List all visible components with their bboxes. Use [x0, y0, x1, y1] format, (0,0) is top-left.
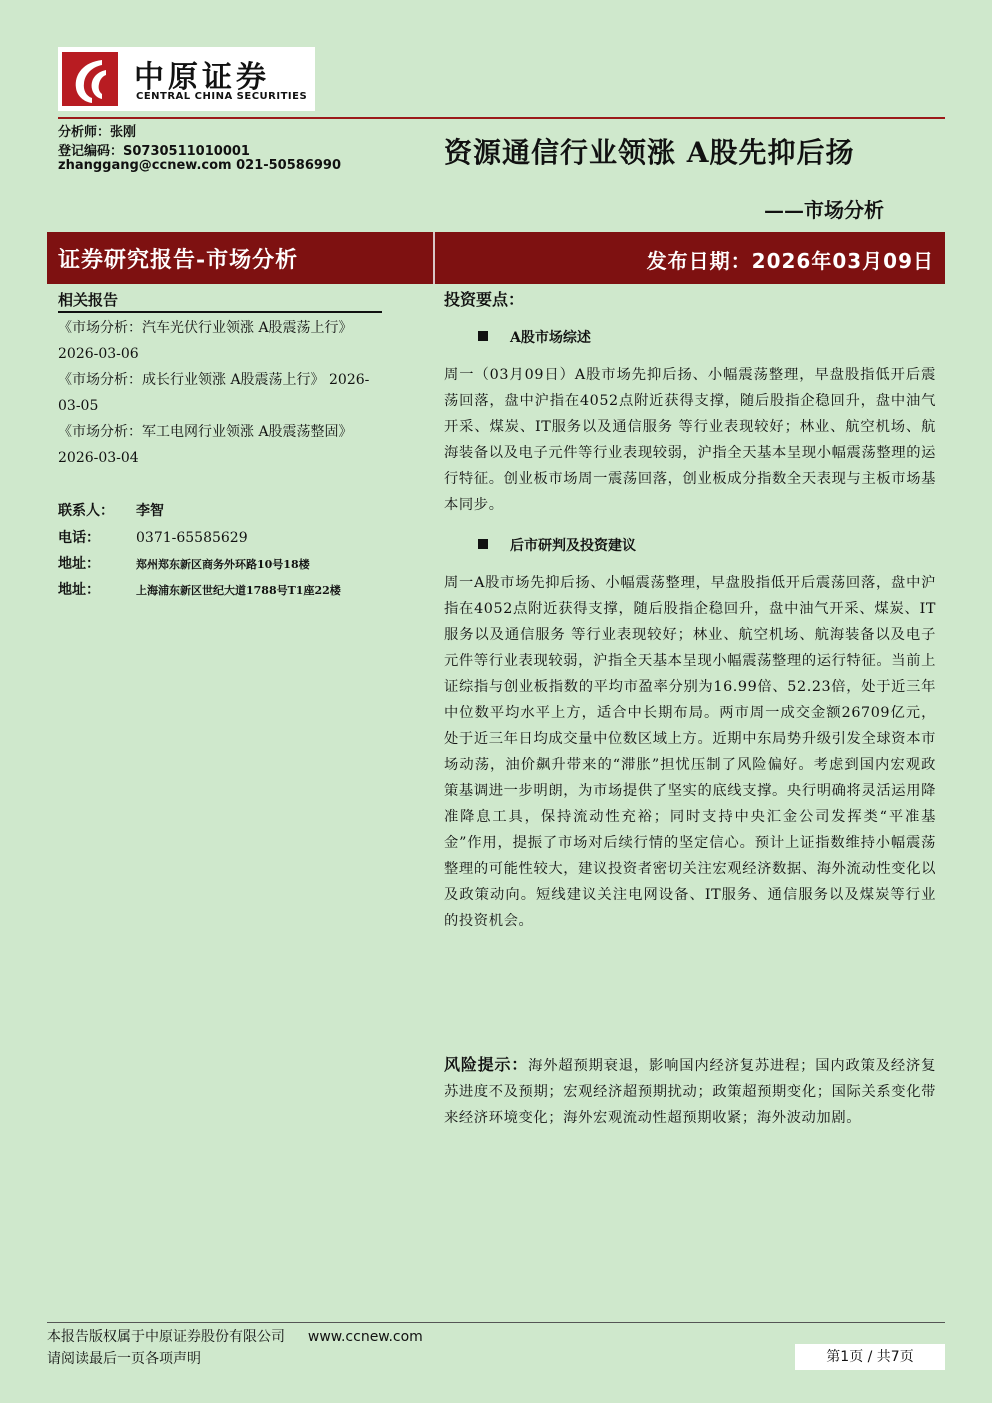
report-subtitle: ——市场分析 — [764, 198, 884, 222]
section2-title: 后市研判及投资建议 — [510, 538, 636, 554]
analyst-contact: zhanggang@ccnew.com 021-50586990 — [58, 158, 341, 173]
publish-date: 发布日期：2026年03月09日 — [646, 249, 934, 273]
contact-phone-row — [58, 527, 248, 547]
risk-label: 风险提示： — [444, 1055, 529, 1074]
related-reports-rule — [58, 311, 382, 313]
analyst-name: 分析师：张刚 — [58, 125, 137, 140]
risk-text: 海外超预期衰退，影响国内经济复苏进程；国内政策及经济复苏进度不及预期；宏观经济超预期扰动；政策超预期变化；国际关系变化带来经济环境变化；海外宏观流动性超预期收紧；海外波动加剧。 — [444, 1058, 936, 1126]
footer-copyright: 本报告版权属于中原证券股份有限公司 — [47, 1329, 285, 1345]
report-title: 资源通信行业领涨 A股先抑后扬 — [444, 136, 855, 169]
section-heading — [478, 535, 636, 555]
contact-person-row — [58, 500, 164, 520]
report-category: 证券研究报告-市场分析 — [58, 247, 299, 273]
related-report-item[interactable]: 《市场分析：成长行业领涨 A股震荡上行》 2026-03-05 — [58, 372, 370, 414]
section2-paragraph: 周一A股市场先抑后扬、小幅震荡整理，早盘股指低开后震荡回落，盘中沪指在4052点附近获得支撑，随后股指企稳回升，盘中油气开采、煤炭、IT服务以及通信服务 等行业表现较好；林业、航空机场、航海装备以及电子元件等行业表现较弱，沪指全天基本呈现小幅震荡整理的运行特征。当前上证综指与创业板指数的平均市盈率分别为16.99倍、52.23倍，处于近三年中位数平均水平上方，适合中长期布局。两市周一成交金额26709亿元，处于近三年日均成交量中位数区域上方。近期中东局势升级引发全球资本市场动荡，油价飙升带来的“滞胀”担忧压制了风险偏好。考虑到国内宏观政策基调进一步明朗，为市场提供了坚实的底线支撑。央行明确将灵活运用降准降息工具，保持流动性充裕；同时支持中央汇金公司发挥类“平准基金”作用，提振了市场对后续行情的坚定信心。预计上证指数维持小幅震荡整理的可能性较大，建议投资者密切关注宏观经济数据、海外流动性变化以及政策动向。短线建议关注电网设备、IT服务、通信服务以及煤炭等行业的投资机会。 — [444, 575, 936, 929]
risk-paragraph — [444, 1052, 936, 1131]
contact-address2-row — [58, 579, 341, 599]
section1-paragraph: 周一（03月09日）A股市场先抑后扬、小幅震荡整理，早盘股指低开后震荡回落，盘中沪指在4052点附近获得支撑，随后股指企稳回升，盘中油气开采、煤炭、IT服务以及通信服务 等行业表现较好；林业、航空机场、航海装备以及电子元件等行业表现较弱，沪指全天基本呈现小幅震荡整理的运行特征。创业板市场周一震荡回落，创业板成分指数全天表现与主板市场基本同步。 — [444, 367, 936, 513]
section-heading — [478, 327, 591, 347]
related-report-item[interactable]: 《市场分析：军工电网行业领涨 A股震荡整固》 2026-03-04 — [58, 424, 353, 466]
logo-mark-icon — [62, 52, 118, 106]
related-report-item[interactable]: 《市场分析：汽车光伏行业领涨 A股震荡上行》 2026-03-06 — [58, 320, 353, 362]
company-logo — [58, 47, 315, 111]
contact-phone-label: 电话： — [58, 530, 100, 546]
footer-rule — [47, 1322, 945, 1323]
related-reports-heading: 相关报告 — [58, 291, 119, 309]
analyst-registration: 登记编码：S0730511010001 — [58, 144, 250, 159]
contact-address1: 郑州郑东新区商务外环路10号18楼 — [136, 558, 310, 571]
banner-divider — [433, 232, 435, 284]
contact-person-label: 联系人： — [58, 503, 114, 519]
contact-address2-label: 地址： — [58, 582, 100, 598]
investment-points-heading: 投资要点： — [444, 290, 525, 309]
contact-address1-label: 地址： — [58, 556, 100, 572]
bullet-square-icon — [478, 331, 488, 341]
contact-phone: 0371-65585629 — [136, 530, 248, 546]
page-indicator: 第1页 / 共7页 — [795, 1344, 945, 1370]
header-rule — [58, 117, 945, 119]
related-reports-list — [58, 315, 388, 471]
logo-text-cn: 中原证券 — [134, 60, 270, 95]
logo-text-en: CENTRAL CHINA SECURITIES — [136, 91, 308, 102]
contact-person: 李智 — [136, 503, 164, 519]
section1-title: A股市场综述 — [510, 330, 591, 346]
contact-address2: 上海浦东新区世纪大道1788号T1座22楼 — [136, 584, 341, 597]
contact-address1-row — [58, 553, 310, 573]
footer-copyright-row — [47, 1326, 423, 1346]
footer-notice: 请阅读最后一页各项声明 — [47, 1351, 201, 1367]
bullet-square-icon — [478, 539, 488, 549]
footer-website-link[interactable]: www.ccnew.com — [307, 1329, 423, 1345]
